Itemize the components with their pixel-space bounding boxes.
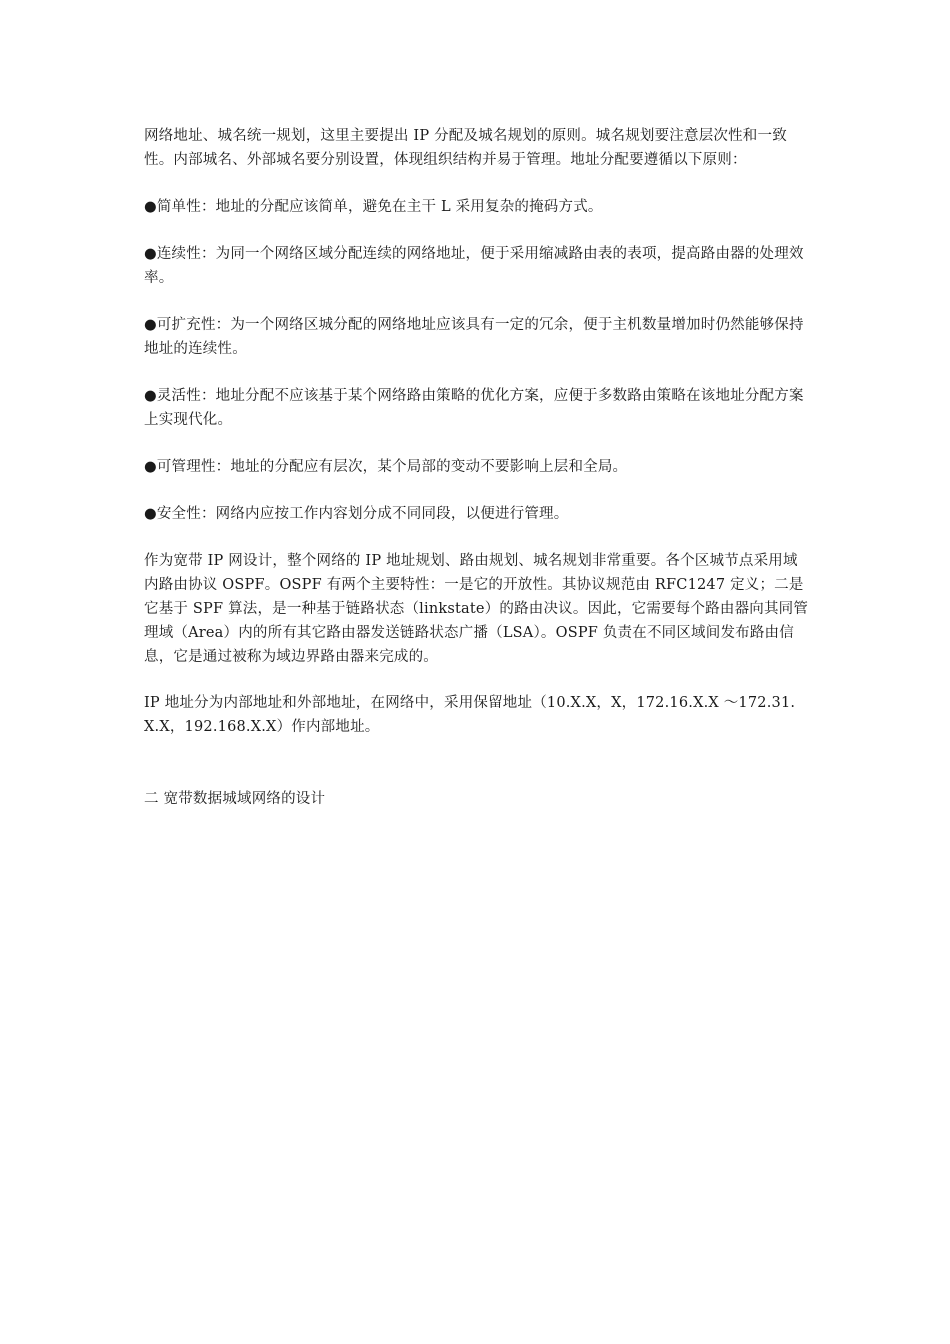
ip-address-paragraph: IP 地址分为内部地址和外部地址，在网络中，采用保留地址（10.X.X，X，172.16.X.X ～172.31.X.X，192.168.X.X）作内部地址。 — [144, 695, 796, 735]
principle-security: ●安全性：网络内应按工作内容划分成不同同段，以便进行管理。 — [144, 506, 569, 522]
principle-simplicity: ●简单性：地址的分配应该简单，避免在主干 L 采用复杂的掩码方式。 — [144, 199, 603, 215]
principle-continuity: ●连续性：为同一个网络区域分配连续的网络地址，便于采用缩减路由表的表项，提高路由器的处理效率。 — [144, 246, 804, 286]
section-heading: 二 宽带数据城域网络的设计 — [144, 791, 326, 807]
document-page — [144, 124, 809, 811]
intro-paragraph: 网络地址、城名统一规划，这里主要提出 IP 分配及城名规划的原则。城名规划要注意层次性和一致性。内部城名、外部城名要分别设置，体现组织结构并易于管理。地址分配要遵循以下原则： — [144, 128, 787, 168]
principle-flexibility: ●灵活性：地址分配不应该基于某个网络路由策略的优化方案，应便于多数路由策略在该地址分配方案上实现代化。 — [144, 388, 804, 428]
principle-manageability: ●可管理性：地址的分配应有层次，某个局部的变动不要影响上层和全局。 — [144, 459, 628, 475]
ospf-paragraph: 作为宽带 IP 网设计，整个网络的 IP 地址规划、路由规划、城名规划非常重要。各个区城节点采用域内路由协议 OSPF。OSPF 有两个主要特性：一是它的开放性。其协议规范由 RFC1247 定义；二是它基于 SPF 算法，是一种基于链路状态（linkstate）的路由决议。因此，它需要每个路由器向其同管理域（Area）内的所有其它路由器发送链路状态广播（LSA）。OSPF 负责在不同区域间发布路由信息，它是通过被称为域边界路由器来完成的。 — [144, 553, 809, 665]
principle-scalability: ●可扩充性：为一个网络区城分配的网络地址应该具有一定的冗余，便于主机数量增加时仍然能够保持地址的连续性。 — [144, 317, 804, 357]
